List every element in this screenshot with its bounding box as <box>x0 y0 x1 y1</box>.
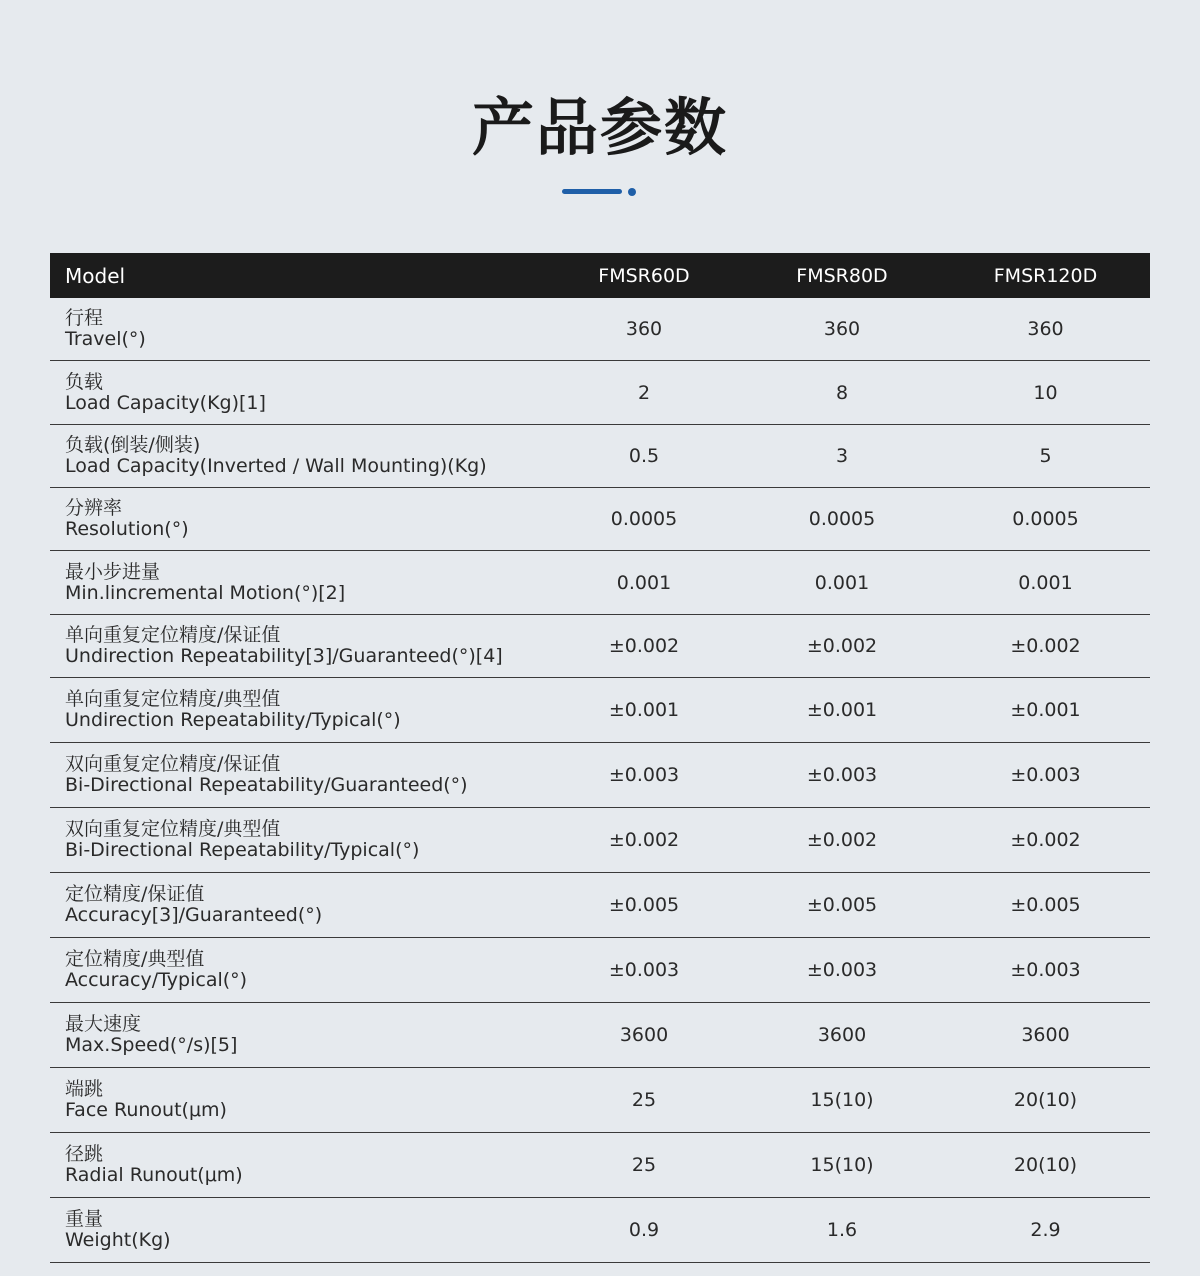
table-row <box>50 488 1150 551</box>
param-name-en: Accuracy/Typical(°) <box>65 969 248 991</box>
value-cell <box>545 678 743 743</box>
product-spec-table <box>50 253 1150 1263</box>
table-row <box>50 808 1150 873</box>
value-text: 5 <box>1039 445 1052 467</box>
underline-dot <box>628 188 636 196</box>
table-row <box>50 298 1150 361</box>
value-text: ±0.003 <box>806 959 878 981</box>
value-text: 10 <box>1033 381 1058 404</box>
param-cell <box>50 1003 545 1068</box>
param-name-en: Max.Speed(°/s)[5] <box>65 1034 238 1056</box>
value-text: 20(10) <box>1013 1154 1078 1176</box>
param-name-zh: 行程 <box>65 307 104 329</box>
value-text: 2 <box>637 381 651 404</box>
param-cell <box>50 1133 545 1198</box>
value-cell <box>941 1068 1150 1133</box>
header-model-fmsr120d: FMSR120D <box>941 253 1150 298</box>
value-text: 3600 <box>1021 1024 1070 1046</box>
header-model-fmsr60d: FMSR60D <box>545 253 743 298</box>
value-cell <box>545 1198 743 1263</box>
param-name-en: Bi-Directional Repeatability/Typical(°) <box>65 839 420 861</box>
value-text: 0.001 <box>616 571 672 594</box>
table-row <box>50 678 1150 743</box>
underline-bar <box>562 189 622 194</box>
value-text: ±0.003 <box>806 764 878 786</box>
value-text: 0.0005 <box>610 508 678 530</box>
table-row <box>50 938 1150 1003</box>
value-cell <box>545 873 743 938</box>
title-underline-decoration <box>562 189 642 195</box>
page-title: 产品参数 <box>471 91 728 164</box>
value-text: 360 <box>1027 318 1064 340</box>
param-name-zh: 最小步进量 <box>65 560 161 583</box>
param-name-en: Undirection Repeatability/Typical(°) <box>65 709 401 731</box>
param-name-zh: 双向重复定位精度/保证值 <box>65 753 281 775</box>
value-text: ±0.002 <box>1010 829 1081 851</box>
value-cell <box>941 1133 1150 1198</box>
value-text: 0.0005 <box>808 508 876 530</box>
value-cell <box>545 938 743 1003</box>
value-text: 20(10) <box>1013 1089 1078 1111</box>
param-name-en: Travel(°) <box>65 328 146 350</box>
param-name-zh: 定位精度/保证值 <box>65 883 205 905</box>
value-text: ±0.005 <box>608 894 680 916</box>
param-name-zh: 定位精度/典型值 <box>65 948 205 970</box>
value-text: 15(10) <box>810 1154 874 1176</box>
value-text: 3 <box>835 445 849 467</box>
value-cell <box>941 1003 1150 1068</box>
table-row <box>50 425 1150 488</box>
value-cell <box>545 615 743 678</box>
param-cell <box>50 808 545 873</box>
table-row <box>50 873 1150 938</box>
param-name-zh: 重量 <box>65 1208 104 1230</box>
param-name-zh: 单向重复定位精度/典型值 <box>65 688 281 710</box>
value-text: ±0.002 <box>608 829 680 851</box>
value-cell <box>743 361 941 425</box>
value-cell <box>743 1068 941 1133</box>
value-cell <box>743 678 941 743</box>
value-cell <box>743 425 941 488</box>
param-name-zh: 端跳 <box>65 1078 104 1100</box>
value-text: ±0.003 <box>1010 959 1081 981</box>
value-text: 0.9 <box>628 1219 660 1241</box>
value-cell <box>545 488 743 551</box>
value-cell <box>743 551 941 615</box>
value-cell <box>941 551 1150 615</box>
param-cell <box>50 361 545 425</box>
value-text: ±0.002 <box>806 829 878 851</box>
value-cell <box>743 488 941 551</box>
value-text: 0.5 <box>628 445 660 467</box>
param-name-en: Bi-Directional Repeatability/Guaranteed(°) <box>65 774 468 796</box>
value-cell <box>941 425 1150 488</box>
value-text: 0.0005 <box>1012 508 1079 530</box>
param-name-en: Min.lincremental Motion(°)[2] <box>65 581 346 604</box>
param-cell <box>50 1198 545 1263</box>
param-cell <box>50 425 545 488</box>
value-cell <box>743 938 941 1003</box>
value-text: 360 <box>625 318 663 340</box>
table-row <box>50 615 1150 678</box>
param-cell <box>50 551 545 615</box>
value-cell <box>941 488 1150 551</box>
table-row <box>50 551 1150 615</box>
value-cell <box>545 1003 743 1068</box>
param-name-zh: 负载(倒装/侧装) <box>65 434 201 456</box>
param-name-zh: 单向重复定位精度/保证值 <box>65 624 281 646</box>
param-cell <box>50 488 545 551</box>
value-text: 0.001 <box>814 571 870 594</box>
value-cell <box>941 938 1150 1003</box>
value-text: ±0.003 <box>608 764 680 786</box>
table-row <box>50 1068 1150 1133</box>
param-name-zh: 最大速度 <box>65 1013 142 1035</box>
value-cell <box>545 1133 743 1198</box>
value-cell <box>941 1198 1150 1263</box>
value-cell <box>941 678 1150 743</box>
param-name-zh: 分辨率 <box>65 497 123 519</box>
param-name-en: Undirection Repeatability[3]/Guaranteed(°)[4] <box>65 645 503 667</box>
value-cell <box>941 808 1150 873</box>
param-name-zh: 径跳 <box>65 1143 104 1165</box>
table-row <box>50 361 1150 425</box>
value-cell <box>941 873 1150 938</box>
value-text: ±0.002 <box>1010 635 1081 657</box>
value-text: ±0.002 <box>806 635 878 657</box>
value-text: ±0.001 <box>1010 699 1081 721</box>
param-cell <box>50 873 545 938</box>
table-row <box>50 1133 1150 1198</box>
value-text: ±0.005 <box>806 894 878 916</box>
value-text: 3600 <box>619 1024 669 1046</box>
value-text: 25 <box>631 1154 657 1176</box>
table-body <box>50 298 1150 1263</box>
value-cell <box>743 1198 941 1263</box>
value-cell <box>545 808 743 873</box>
value-cell <box>743 1133 941 1198</box>
value-cell <box>941 615 1150 678</box>
value-text: 0.001 <box>1018 571 1073 594</box>
table-row <box>50 743 1150 808</box>
value-cell <box>941 743 1150 808</box>
value-text: 25 <box>631 1089 657 1111</box>
param-cell <box>50 938 545 1003</box>
value-text: ±0.003 <box>1010 764 1081 786</box>
table-row <box>50 1198 1150 1263</box>
param-name-en: Load Capacity(Inverted / Wall Mounting)(Kg) <box>65 455 487 477</box>
value-cell <box>941 298 1150 361</box>
value-text: ±0.005 <box>1010 894 1081 916</box>
value-text: ±0.003 <box>608 959 680 981</box>
header-model-label: Model <box>50 253 545 298</box>
header-model-fmsr80d: FMSR80D <box>743 253 941 298</box>
param-name-en: Face Runout(μm) <box>65 1099 227 1121</box>
value-cell <box>545 361 743 425</box>
value-text: ±0.001 <box>806 699 878 721</box>
value-cell <box>545 298 743 361</box>
value-cell <box>743 808 941 873</box>
param-name-en: Weight(Kg) <box>65 1229 171 1251</box>
value-text: ±0.002 <box>608 635 680 657</box>
value-cell <box>545 551 743 615</box>
value-text: 1.6 <box>826 1219 858 1241</box>
param-name-zh: 双向重复定位精度/典型值 <box>65 818 281 840</box>
value-text: ±0.001 <box>608 699 680 721</box>
value-text: 8 <box>835 381 849 404</box>
param-name-en: Radial Runout(μm) <box>65 1164 243 1186</box>
value-text: 2.9 <box>1030 1219 1061 1241</box>
param-cell <box>50 615 545 678</box>
param-name-en: Load Capacity(Kg)[1] <box>65 391 266 414</box>
value-cell <box>743 298 941 361</box>
value-cell <box>545 425 743 488</box>
value-text: 15(10) <box>810 1089 874 1111</box>
value-cell <box>743 615 941 678</box>
value-cell <box>545 743 743 808</box>
value-cell <box>545 1068 743 1133</box>
param-name-en: Resolution(°) <box>65 518 189 540</box>
table-header-row <box>50 253 1150 298</box>
param-cell <box>50 298 545 361</box>
value-cell <box>941 361 1150 425</box>
value-cell <box>743 743 941 808</box>
param-cell <box>50 1068 545 1133</box>
value-text: 3600 <box>817 1024 867 1046</box>
param-cell <box>50 678 545 743</box>
param-name-en: Accuracy[3]/Guaranteed(°) <box>65 904 323 926</box>
table-row <box>50 1003 1150 1068</box>
value-cell <box>743 1003 941 1068</box>
value-cell <box>743 873 941 938</box>
value-text: 360 <box>823 318 861 340</box>
param-name-zh: 负载 <box>65 370 104 393</box>
param-cell <box>50 743 545 808</box>
